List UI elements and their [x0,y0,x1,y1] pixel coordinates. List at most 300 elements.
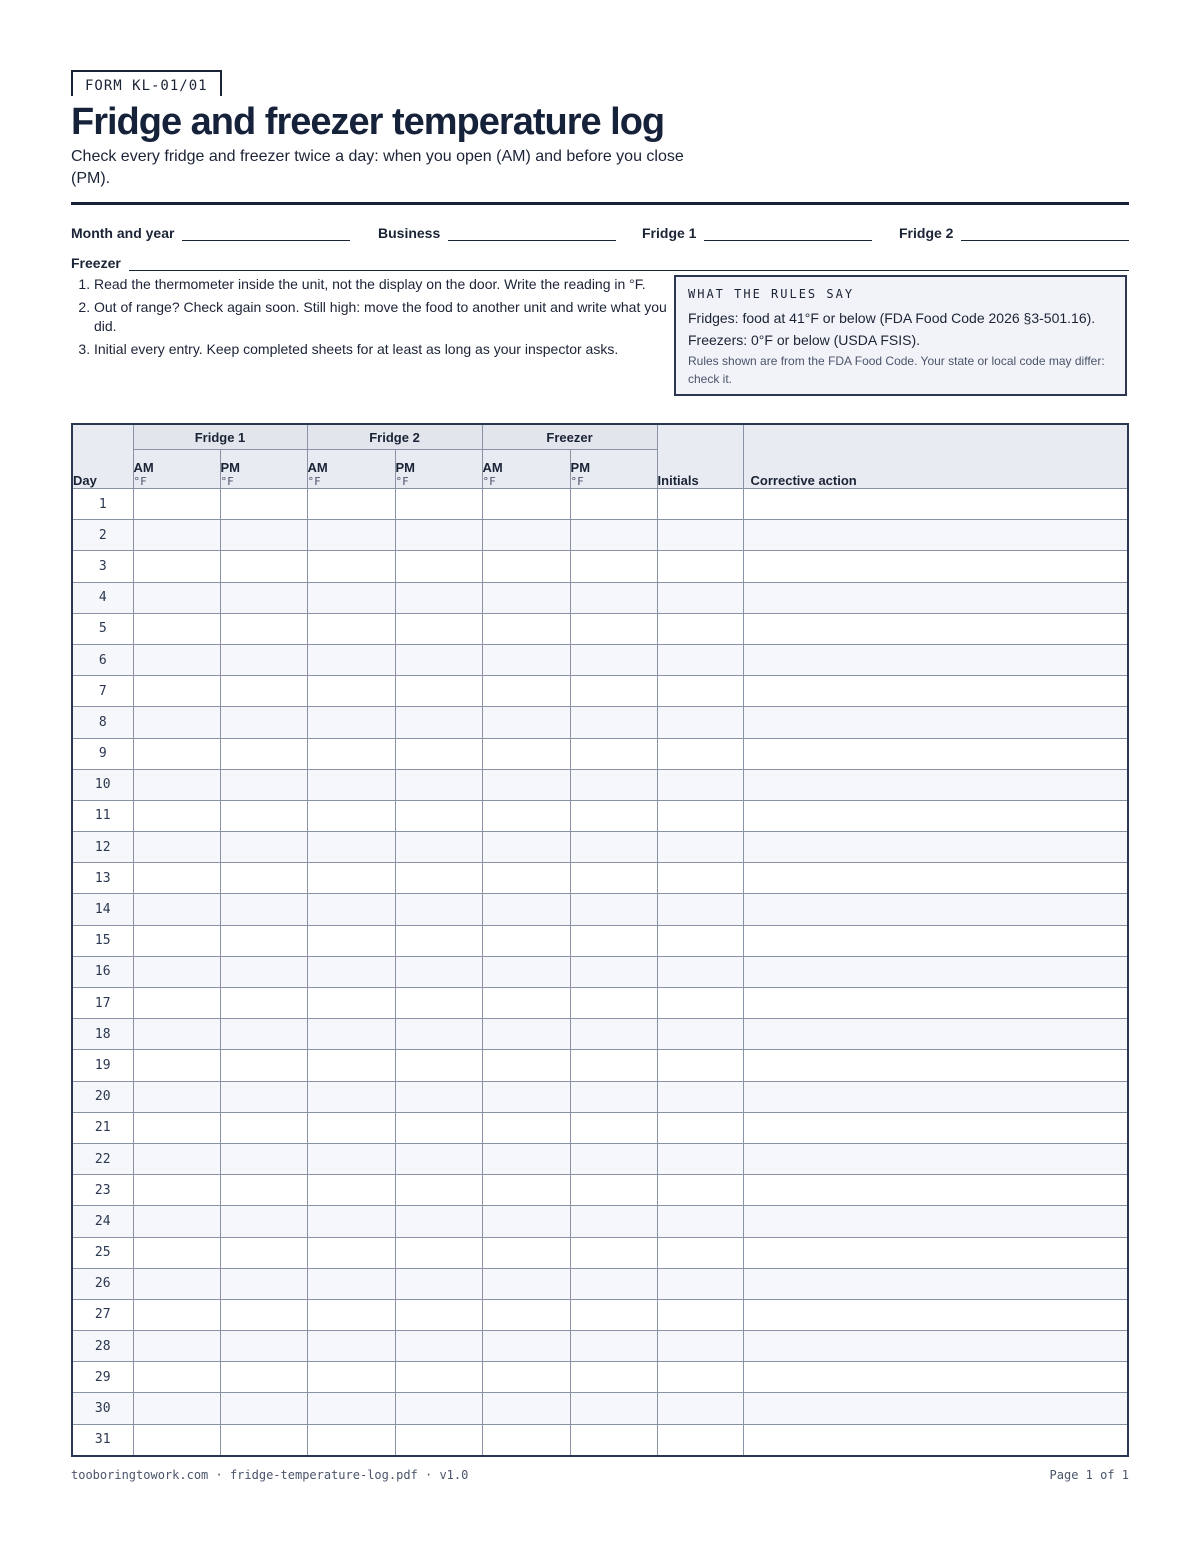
freezer-pm-cell[interactable] [570,1112,657,1143]
fridge2-pm-cell[interactable] [395,1206,482,1237]
fridge2-am-cell[interactable] [307,644,395,675]
fridge1-pm-cell[interactable] [220,1019,307,1050]
corrective-action-cell[interactable] [743,1331,1128,1362]
fridge1-pm-cell[interactable] [220,894,307,925]
fridge2-pm-cell[interactable] [395,1143,482,1174]
initials-cell[interactable] [657,925,743,956]
business-line[interactable] [448,226,616,241]
initials-cell[interactable] [657,1143,743,1174]
corrective-action-cell[interactable] [743,1081,1128,1112]
fridge2-field[interactable] [899,225,1129,241]
corrective-action-cell[interactable] [743,1299,1128,1330]
freezer-pm-cell[interactable] [570,800,657,831]
day-number: 26 [72,1268,133,1299]
freezer-pm-cell[interactable] [570,1362,657,1393]
fridge2-am-cell[interactable] [307,1362,395,1393]
freezer-pm-cell[interactable] [570,676,657,707]
corrective-action-cell[interactable] [743,1050,1128,1081]
fridge2-line[interactable] [961,226,1129,241]
freezer-pm-cell[interactable] [570,1237,657,1268]
freezer-pm-cell[interactable] [570,1299,657,1330]
fridge2-am-cell[interactable] [307,832,395,863]
initials-cell[interactable] [657,1299,743,1330]
corrective-action-cell[interactable] [743,676,1128,707]
fridge2-pm-cell[interactable] [395,707,482,738]
initials-cell[interactable] [657,489,743,520]
fridge2-am-cell[interactable] [307,738,395,769]
fridge1-pm-cell[interactable] [220,707,307,738]
freezer-pm-cell[interactable] [570,988,657,1019]
fridge1-pm-cell[interactable] [220,520,307,551]
fridge1-am-cell[interactable] [133,520,220,551]
month-year-field[interactable] [71,225,350,241]
am-header [133,450,220,489]
fridge1-pm-cell[interactable] [220,1143,307,1174]
freezer-am-cell[interactable] [482,738,570,769]
corrective-action-cell[interactable] [743,1268,1128,1299]
table-row [72,1393,1128,1424]
table-row [72,1081,1128,1112]
corrective-action-cell[interactable] [743,582,1128,613]
freezer-am-cell[interactable] [482,1237,570,1268]
fridge2-am-cell[interactable] [307,1268,395,1299]
freezer-pm-cell[interactable] [570,925,657,956]
corrective-action-cell[interactable] [743,832,1128,863]
fridge1-am-cell[interactable] [133,1268,220,1299]
corrective-action-cell[interactable] [743,551,1128,582]
fridge2-am-cell[interactable] [307,520,395,551]
corrective-action-cell[interactable] [743,1143,1128,1174]
freezer-am-cell[interactable] [482,1050,570,1081]
day-number: 12 [72,832,133,863]
fridge1-pm-cell[interactable] [220,676,307,707]
table-row [72,925,1128,956]
table-row [72,1237,1128,1268]
fridge2-pm-cell[interactable] [395,1362,482,1393]
fridge2-pm-cell[interactable] [395,800,482,831]
corrective-action-cell[interactable] [743,489,1128,520]
fridge1-am-cell[interactable] [133,1143,220,1174]
fridge2-pm-cell[interactable] [395,1299,482,1330]
fridge1-am-cell[interactable] [133,925,220,956]
corrective-action-cell[interactable] [743,863,1128,894]
fridge1-pm-cell[interactable] [220,1175,307,1206]
freezer-am-cell[interactable] [482,1206,570,1237]
business-field[interactable] [378,225,616,241]
freezer-am-cell[interactable] [482,1081,570,1112]
fridge1-pm-cell[interactable] [220,644,307,675]
fridge1-am-cell[interactable] [133,769,220,800]
footer-source: tooboringtowork.com · fridge-temperature-log.pdf · v1.0 [71,1468,469,1482]
initials-cell[interactable] [657,832,743,863]
freezer-pm-cell[interactable] [570,520,657,551]
freezer-am-cell[interactable] [482,894,570,925]
initials-cell[interactable] [657,988,743,1019]
fridge1-pm-cell[interactable] [220,1424,307,1456]
freezer-pm-cell[interactable] [570,551,657,582]
freezer-am-cell[interactable] [482,1424,570,1456]
freezer-pm-cell[interactable] [570,1143,657,1174]
freezer-am-cell[interactable] [482,1299,570,1330]
fridge1-pm-cell[interactable] [220,1081,307,1112]
corrective-action-cell[interactable] [743,1019,1128,1050]
freezer-am-cell[interactable] [482,1268,570,1299]
unit-label: °F [570,475,584,488]
rules-fridges: Fridges: food at 41°F or below (FDA Food Code 2026 §3-501.16). [688,310,1096,326]
freezer-pm-cell[interactable] [570,738,657,769]
fridge1-pm-cell[interactable] [220,489,307,520]
initials-cell[interactable] [657,644,743,675]
freezer-am-cell[interactable] [482,988,570,1019]
corrective-action-cell[interactable] [743,1112,1128,1143]
fridge1-am-cell[interactable] [133,1081,220,1112]
fridge1-pm-cell[interactable] [220,582,307,613]
freezer-pm-cell[interactable] [570,894,657,925]
month-year-line[interactable] [182,226,350,241]
freezer-pm-cell[interactable] [570,956,657,987]
initials-cell[interactable] [657,956,743,987]
rules-box [674,275,1127,396]
fridge1-am-cell[interactable] [133,1331,220,1362]
freezer-pm-cell[interactable] [570,863,657,894]
fridge1-pm-cell[interactable] [220,738,307,769]
initials-cell[interactable] [657,707,743,738]
initials-cell[interactable] [657,1206,743,1237]
fridge2-pm-cell[interactable] [395,551,482,582]
initials-cell[interactable] [657,1050,743,1081]
fridge2-am-cell[interactable] [307,769,395,800]
table-row [72,738,1128,769]
freezer-pm-cell[interactable] [570,1268,657,1299]
info-section [71,275,1129,415]
freezer-am-cell[interactable] [482,707,570,738]
freezer-am-cell[interactable] [482,520,570,551]
table-row [72,1299,1128,1330]
fridge1-pm-cell[interactable] [220,988,307,1019]
fridge2-pm-cell[interactable] [395,1019,482,1050]
fridge1-pm-cell[interactable] [220,800,307,831]
corrective-action-cell[interactable] [743,925,1128,956]
fridge2-pm-cell[interactable] [395,1175,482,1206]
corrective-action-cell[interactable] [743,1237,1128,1268]
unit-label: °F [307,475,321,488]
fridge2-am-cell[interactable] [307,1299,395,1330]
fridge1-am-cell[interactable] [133,676,220,707]
freezer-am-cell[interactable] [482,1143,570,1174]
fridge1-field[interactable] [642,225,872,241]
initials-cell[interactable] [657,1112,743,1143]
pm-header [570,450,657,489]
freezer-am-cell[interactable] [482,644,570,675]
corrective-action-cell[interactable] [743,1206,1128,1237]
freezer-pm-cell[interactable] [570,1081,657,1112]
fridge1-am-cell[interactable] [133,988,220,1019]
freezer-am-cell[interactable] [482,863,570,894]
fridge2-pm-cell[interactable] [395,738,482,769]
day-number: 27 [72,1299,133,1330]
fridge1-am-cell[interactable] [133,1112,220,1143]
freezer-am-cell[interactable] [482,800,570,831]
freezer-pm-cell[interactable] [570,582,657,613]
corrective-action-cell[interactable] [743,613,1128,644]
fridge1-am-cell[interactable] [133,1206,220,1237]
fridge2-pm-cell[interactable] [395,894,482,925]
initials-cell[interactable] [657,894,743,925]
fridge2-pm-cell[interactable] [395,988,482,1019]
corrective-action-cell[interactable] [743,1393,1128,1424]
freezer-am-cell[interactable] [482,1019,570,1050]
fridge1-am-cell[interactable] [133,613,220,644]
fridge2-am-cell[interactable] [307,551,395,582]
fridge2-am-cell[interactable] [307,925,395,956]
fridge2-pm-cell[interactable] [395,1424,482,1456]
fridge2-am-cell[interactable] [307,1175,395,1206]
fridge2-pm-cell[interactable] [395,832,482,863]
fridge1-pm-cell[interactable] [220,1299,307,1330]
freezer-am-cell[interactable] [482,1362,570,1393]
fridge2-pm-cell[interactable] [395,1081,482,1112]
fridge2-am-cell[interactable] [307,1331,395,1362]
fridge1-am-cell[interactable] [133,1019,220,1050]
day-number: 19 [72,1050,133,1081]
corrective-action-cell[interactable] [743,738,1128,769]
fridge1-am-cell[interactable] [133,1050,220,1081]
fridge2-pm-cell[interactable] [395,520,482,551]
fridge2-am-cell[interactable] [307,1206,395,1237]
fridge2-am-cell[interactable] [307,613,395,644]
fridge1-am-cell[interactable] [133,551,220,582]
fridge2-pm-cell[interactable] [395,1331,482,1362]
initials-cell[interactable] [657,1393,743,1424]
fridge2-pm-cell[interactable] [395,956,482,987]
fridge1-am-cell[interactable] [133,832,220,863]
fridge2-am-cell[interactable] [307,1019,395,1050]
fridge1-pm-cell[interactable] [220,1206,307,1237]
corrective-action-cell[interactable] [743,707,1128,738]
day-number: 5 [72,613,133,644]
fridge1-am-cell[interactable] [133,707,220,738]
fridge2-pm-cell[interactable] [395,1393,482,1424]
am-header [482,450,570,489]
table-row [72,707,1128,738]
day-number: 16 [72,956,133,987]
fridge1-pm-cell[interactable] [220,956,307,987]
initials-header: Initials [657,424,743,489]
fridge2-pm-cell[interactable] [395,676,482,707]
header-divider [71,202,1129,205]
fridge1-pm-cell[interactable] [220,1362,307,1393]
initials-cell[interactable] [657,520,743,551]
freezer-am-cell[interactable] [482,1331,570,1362]
initials-cell[interactable] [657,1424,743,1456]
corrective-action-cell[interactable] [743,1362,1128,1393]
corrective-action-cell[interactable] [743,769,1128,800]
day-number: 18 [72,1019,133,1050]
freezer-am-cell[interactable] [482,613,570,644]
fridge1-pm-cell[interactable] [220,1393,307,1424]
fridge2-pm-cell[interactable] [395,863,482,894]
initials-cell[interactable] [657,676,743,707]
freezer-am-cell[interactable] [482,489,570,520]
table-row [72,644,1128,675]
fridge2-am-cell[interactable] [307,1393,395,1424]
freezer-line[interactable] [129,256,1129,271]
fridge2-am-cell[interactable] [307,894,395,925]
initials-cell[interactable] [657,800,743,831]
fridge1-am-cell[interactable] [133,894,220,925]
page-subtitle: Check every fridge and freezer twice a day: when you open (AM) and before you close (PM). [71,148,684,187]
table-row [72,1112,1128,1143]
form-code: FORM KL-01/01 [71,70,222,96]
header-fields [71,219,1129,275]
fridge1-am-cell[interactable] [133,956,220,987]
fridge2-am-cell[interactable] [307,1112,395,1143]
freezer-am-cell[interactable] [482,1393,570,1424]
freezer-am-cell[interactable] [482,925,570,956]
fridge1-pm-cell[interactable] [220,551,307,582]
freezer-am-cell[interactable] [482,551,570,582]
freezer-pm-cell[interactable] [570,489,657,520]
fridge1-am-cell[interactable] [133,1362,220,1393]
freezer-pm-cell[interactable] [570,1050,657,1081]
fridge1-am-cell[interactable] [133,1393,220,1424]
initials-cell[interactable] [657,1268,743,1299]
fridge2-am-cell[interactable] [307,676,395,707]
fridge2-pm-cell[interactable] [395,489,482,520]
freezer-am-cell[interactable] [482,832,570,863]
fridge2-pm-cell[interactable] [395,644,482,675]
corrective-action-cell[interactable] [743,894,1128,925]
fridge1-am-cell[interactable] [133,1175,220,1206]
fridge2-am-cell[interactable] [307,1237,395,1268]
table-row [72,769,1128,800]
fridge1-pm-cell[interactable] [220,1050,307,1081]
corrective-action-cell[interactable] [743,644,1128,675]
fridge2-am-cell[interactable] [307,800,395,831]
unit-label: °F [133,475,147,488]
fridge2-am-cell[interactable] [307,1050,395,1081]
day-number: 7 [72,676,133,707]
fridge1-pm-cell[interactable] [220,1112,307,1143]
freezer-pm-cell[interactable] [570,1424,657,1456]
freezer-am-cell[interactable] [482,676,570,707]
initials-cell[interactable] [657,1175,743,1206]
fridge2-pm-cell[interactable] [395,1268,482,1299]
fridge2-am-cell[interactable] [307,956,395,987]
freezer-pm-cell[interactable] [570,1206,657,1237]
fridge1-pm-cell[interactable] [220,613,307,644]
fridge1-pm-cell[interactable] [220,925,307,956]
fridge1-am-cell[interactable] [133,863,220,894]
fridge2-am-cell[interactable] [307,988,395,1019]
freezer-pm-cell[interactable] [570,832,657,863]
freezer-field[interactable] [71,255,1129,271]
fridge1-am-cell[interactable] [133,582,220,613]
freezer-am-cell[interactable] [482,1112,570,1143]
fridge1-am-cell[interactable] [133,1237,220,1268]
initials-cell[interactable] [657,1237,743,1268]
freezer-pm-cell[interactable] [570,613,657,644]
fridge2-pm-cell[interactable] [395,925,482,956]
day-number: 10 [72,769,133,800]
fridge1-pm-cell[interactable] [220,769,307,800]
fridge1-pm-cell[interactable] [220,1268,307,1299]
fridge2-pm-cell[interactable] [395,769,482,800]
fridge2-am-cell[interactable] [307,1424,395,1456]
fridge2-pm-cell[interactable] [395,1112,482,1143]
table-row [72,520,1128,551]
fridge1-am-cell[interactable] [133,644,220,675]
fridge2-am-cell[interactable] [307,489,395,520]
corrective-action-cell[interactable] [743,1424,1128,1456]
freezer-pm-cell[interactable] [570,1175,657,1206]
initials-cell[interactable] [657,1019,743,1050]
fridge2-pm-cell[interactable] [395,613,482,644]
fridge1-am-cell[interactable] [133,1424,220,1456]
fridge1-pm-cell[interactable] [220,1237,307,1268]
table-row [72,1019,1128,1050]
corrective-action-cell[interactable] [743,988,1128,1019]
fridge2-pm-cell[interactable] [395,582,482,613]
freezer-pm-cell[interactable] [570,1331,657,1362]
freezer-am-cell[interactable] [482,582,570,613]
fridge2-am-cell[interactable] [307,863,395,894]
freezer-am-cell[interactable] [482,956,570,987]
fridge1-pm-cell[interactable] [220,832,307,863]
fridge2-pm-cell[interactable] [395,1050,482,1081]
initials-cell[interactable] [657,1331,743,1362]
initials-cell[interactable] [657,551,743,582]
corrective-action-cell[interactable] [743,800,1128,831]
fridge1-am-cell[interactable] [133,1299,220,1330]
table-row [72,582,1128,613]
fridge1-pm-cell[interactable] [220,1331,307,1362]
fridge2-am-cell[interactable] [307,582,395,613]
day-number: 23 [72,1175,133,1206]
am-label: AM [482,460,503,475]
initials-cell[interactable] [657,863,743,894]
initials-cell[interactable] [657,769,743,800]
day-number: 1 [72,489,133,520]
freezer-label: Freezer [71,255,121,271]
initials-cell[interactable] [657,738,743,769]
day-number: 24 [72,1206,133,1237]
initials-cell[interactable] [657,1081,743,1112]
corrective-action-cell[interactable] [743,1175,1128,1206]
freezer-pm-cell[interactable] [570,644,657,675]
corrective-action-cell[interactable] [743,956,1128,987]
initials-cell[interactable] [657,1362,743,1393]
freezer-pm-cell[interactable] [570,707,657,738]
fridge2-am-cell[interactable] [307,1143,395,1174]
fridge1-pm-cell[interactable] [220,863,307,894]
corrective-action-cell[interactable] [743,520,1128,551]
fridge1-line[interactable] [704,226,872,241]
fridge1-am-cell[interactable] [133,738,220,769]
freezer-am-cell[interactable] [482,769,570,800]
freezer-pm-cell[interactable] [570,1019,657,1050]
fridge2-am-cell[interactable] [307,707,395,738]
freezer-pm-cell[interactable] [570,1393,657,1424]
freezer-am-cell[interactable] [482,1175,570,1206]
freezer-pm-cell[interactable] [570,769,657,800]
fridge2-pm-cell[interactable] [395,1237,482,1268]
fridge2-am-cell[interactable] [307,1081,395,1112]
fridge1-am-cell[interactable] [133,489,220,520]
initials-cell[interactable] [657,582,743,613]
initials-cell[interactable] [657,613,743,644]
fridge1-am-cell[interactable] [133,800,220,831]
